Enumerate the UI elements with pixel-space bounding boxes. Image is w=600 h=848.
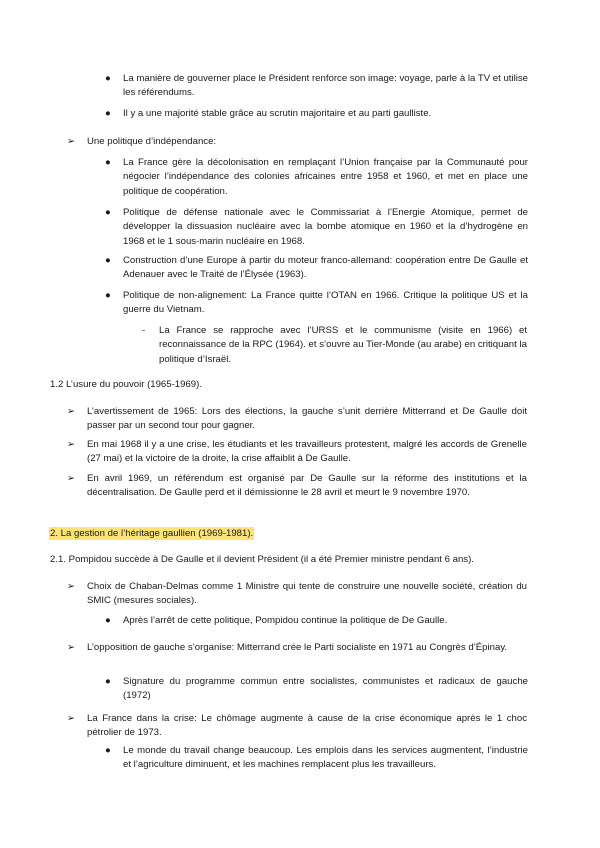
bullet-marker: ● [105,255,111,266]
arrow-marker: ➢ [67,642,76,653]
list-item: ● Signature du programme commun entre socialistes, communistes et radicaux de gauche (1972) [105,676,528,702]
arrow-item: ➢ La France dans la crise: Le chômage augmente à cause de la crise économique après le 1 choc pétrolier de 1973. [67,713,527,739]
arrow-marker: ➢ [67,581,76,592]
list-item: ● La manière de gouverner place le Président renforce son image: voyage, parle à la TV et utilise les référendums. [105,73,528,99]
arrow-marker: ➢ [67,473,76,484]
bullet-marker: ● [105,157,111,168]
list-item: ● La France gère la décolonisation en remplaçant l’Union française par la Communauté pour négocier l’indépendance des colonies africaines entre 1958 et 1960, et met en place une politique de coopération. [105,157,528,197]
list-item: ● Le monde du travail change beaucoup. Les emplois dans les services augmentent, l’industrie et l’agriculture diminuent, et les machines remplacent plus les travailleurs. [105,745,528,771]
bullet-marker: ● [105,73,111,84]
arrow-item: ➢ En mai 1968 il y a une crise, les étudiants et les travailleurs protestent, malgré les accords de Grenelle (27 mai) et la victoire de la droite, la crise affaiblit à De Gaulle. [67,439,527,465]
arrow-item: ➢ L’opposition de gauche s’organise: Mitterrand crée le Parti socialiste en 1971 au Congrès d’Épinay. [87,641,527,655]
list-item: ● Construction d’une Europe à partir du moteur franco-allemand: coopération entre De Gaulle et Adenauer avec le Traité de l’Élysée (1963). [105,255,528,281]
section-heading-highlighted [49,527,529,541]
list-item: ● Après l’arrêt de cette politique, Pompidou continue la politique de De Gaulle. [123,614,528,628]
bullet-marker: ● [105,676,111,687]
list-item: ● Politique de non-alignement: La France quitte l’OTAN en 1966. Critique la politique US et la guerre du Vietnam. [105,290,528,316]
arrow-item: ➢ Choix de Chaban-Delmas comme 1 Ministre qui tente de construire une nouvelle société, création du SMIC (mesures sociales). [67,581,527,607]
arrow-item: ➢ Une politique d’indépendance: [87,135,527,149]
list-item: ● Il y a une majorité stable grâce au scrutin majoritaire et au parti gaulliste. [123,107,528,121]
dash-item: - La France se rapproche avec l’URSS et le communisme (visite en 1966) et reconnaissance de la RPC (1964). et s’ouvre au Tier-Monde (au arabe) en critiquant la politique d’Israël. [142,325,527,365]
list-item: ● Politique de défense nationale avec le Commissariat à l’Energie Atomique, permet de développer la dissuasion nucléaire avec la bombe atomique en 1960 et la d’hydrogène en 1968 et le 1 sous-marin nucléaire en 1968. [105,207,528,247]
arrow-item: ➢ En avril 1969, un référendum est organisé par De Gaulle sur la réforme des institutions et la décentralisation. De Gaulle perd et il démissionne le 28 avril et meurt le 9 novembre 1970. [67,473,527,499]
dash-marker: - [142,325,146,336]
arrow-marker: ➢ [67,136,76,147]
bullet-marker: ● [105,207,111,218]
arrow-marker: ➢ [67,406,76,417]
arrow-marker: ➢ [67,713,76,724]
section-heading: 1.2 L’usure du pouvoir (1965-1969). [50,379,203,390]
arrow-item: ➢ L’avertissement de 1965: Lors des élections, la gauche s’unit derrière Mitterrand et De Gaulle doit passer par un second tour pour gagner. [67,406,527,432]
bullet-marker: ● [105,615,111,626]
sub-heading: 2.1. Pompidou succède à De Gaulle et il devient Président (il a été Premier ministre pendant 6 ans). [50,554,474,565]
bullet-marker: ● [105,108,111,119]
bullet-marker: ● [105,290,111,301]
highlighted-heading: 2. La gestion de l’héritage gaullien (1969-1981). [50,528,254,539]
arrow-marker: ➢ [67,439,76,450]
bullet-marker: ● [105,745,111,756]
